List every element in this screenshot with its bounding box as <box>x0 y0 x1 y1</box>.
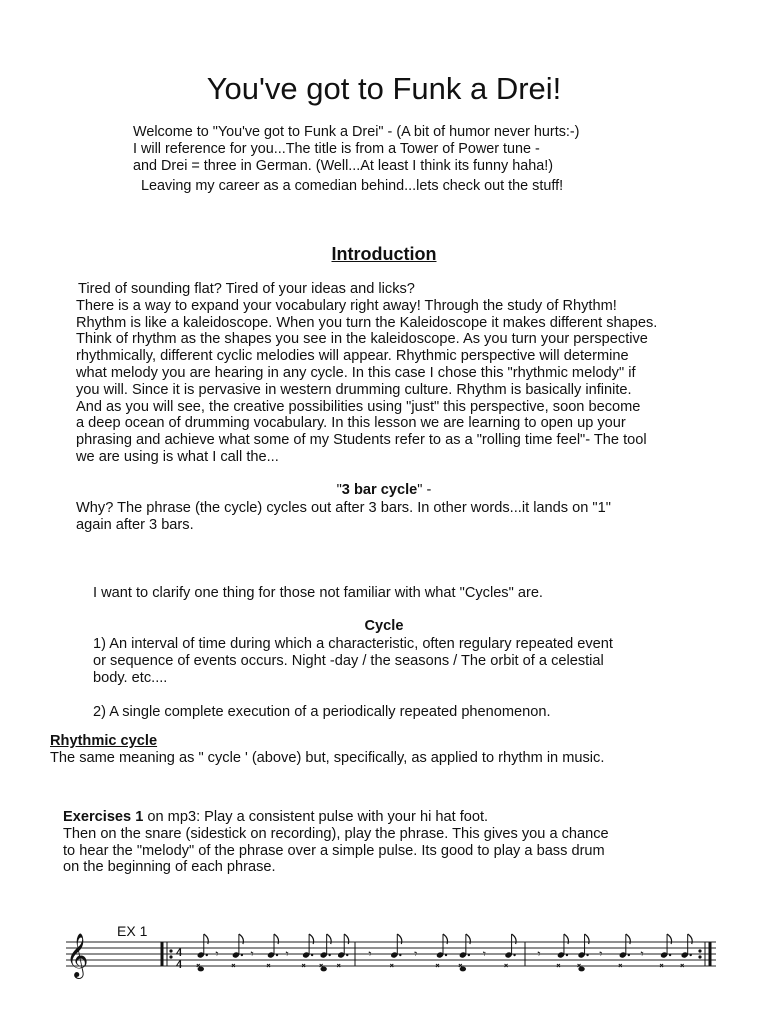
bar-cycle-suffix: " - <box>417 482 432 498</box>
definition-line: body. etc.... <box>93 669 168 686</box>
exercises-line: Then on the snare (sidestick on recording), play the phrase. This gives you a chance <box>63 825 609 842</box>
note-dot <box>669 954 671 956</box>
exercises-line-rest: on mp3: Play a consistent pulse with your hi hat foot. <box>143 809 489 825</box>
welcome-paragraph <box>133 124 673 195</box>
cycle-heading-text: Cycle <box>364 618 404 634</box>
intro-line: we are using is what I call the... <box>76 448 279 465</box>
rest-icon: 𝄾 <box>215 947 219 961</box>
bass-drum-note <box>460 967 466 972</box>
bar-cycle-heading <box>0 482 768 499</box>
rest-icon: 𝄾 <box>599 947 603 961</box>
example-label: EX 1 <box>117 923 148 939</box>
music-notation-staff <box>0 920 768 1016</box>
rest-icon: 𝄾 <box>285 947 289 961</box>
intro-line: Tired of sounding flat? Tired of your ideas and licks? <box>78 281 415 297</box>
bar-cycle-paragraph <box>76 500 611 534</box>
repeat-dot <box>169 955 172 958</box>
introduction-paragraph <box>76 281 736 466</box>
note-dot <box>399 954 401 956</box>
note-dot <box>513 954 515 956</box>
intro-line: And as you will see, the creative possibilities using "just" this perspective, soon become <box>76 398 641 415</box>
repeat-dot <box>169 949 172 952</box>
cycle-definition-1 <box>93 636 613 686</box>
intro-line: There is a way to expand your vocabulary right away! Through the study of Rhythm! <box>76 297 617 314</box>
bass-drum-note <box>578 967 584 972</box>
exercises-label: Exercises 1 <box>63 809 144 825</box>
rhythmic-cycle-text: The same meaning as " cycle ' (above) but, specifically, as applied to rhythm in music. <box>50 750 605 766</box>
bar-cycle-line: Why? The phrase (the cycle) cycles out after 3 bars. In other words...it lands on "1" <box>76 500 611 516</box>
rest-icon: 𝄾 <box>368 947 372 961</box>
note-dot <box>586 954 588 956</box>
exercises-line: to hear the "melody" of the phrase over a simple pulse. Its good to play a bass drum <box>63 842 605 859</box>
repeat-dot <box>698 949 701 952</box>
time-signature-top: 4 <box>176 947 183 959</box>
cycle-heading <box>0 618 768 635</box>
intro-line: rhythmically, different cyclic melodies will appear. Rhythmic perspective will determine <box>76 348 629 365</box>
welcome-line: I will reference for you...The title is from a Tower of Power tune - <box>133 141 540 157</box>
exercises-line: on the beginning of each phrase. <box>63 859 276 876</box>
cycle-definition-2: 2) A single complete execution of a periodically repeated phenomenon. <box>93 704 551 720</box>
intro-line: Rhythm is like a kaleidoscope. When you turn the Kaleidoscope it makes different shapes. <box>76 314 658 331</box>
note-dot <box>276 954 278 956</box>
welcome-line: Welcome to "You've got to Funk a Drei" - (A bit of humor never hurts:-) <box>133 124 580 140</box>
intro-line: a deep ocean of drumming vocabulary. In this lesson we are learning to open up your <box>76 415 626 432</box>
definition-line: 1) An interval of time during which a characteristic, often regulary repeated event <box>93 636 613 652</box>
exercises-paragraph <box>63 809 609 876</box>
rest-icon: 𝄾 <box>537 947 541 961</box>
repeat-dot <box>698 955 701 958</box>
note-dot <box>241 954 243 956</box>
note-dot <box>311 954 313 956</box>
rest-icon: 𝄾 <box>250 947 254 961</box>
exercises-first-line <box>63 809 609 826</box>
definition-line: or sequence of events occurs. Night -day / the seasons / The orbit of a celestial <box>93 652 604 669</box>
rest-icon: 𝄾 <box>640 947 644 961</box>
bass-drum-note <box>198 967 204 972</box>
introduction-heading: Introduction <box>331 244 437 264</box>
note-dot <box>566 954 568 956</box>
intro-line: what melody you are hearing in any cycle. In this case I chose this "rhythmic melody" if <box>76 364 636 381</box>
rest-icon: 𝄾 <box>414 947 418 961</box>
note-dot <box>689 954 691 956</box>
bass-drum-note <box>320 967 326 972</box>
intro-line: phrasing and achieve what some of my Students refer to as a "rolling time feel"- The tool <box>76 432 647 449</box>
note-dot <box>346 954 348 956</box>
rhythmic-cycle-heading: Rhythmic cycle <box>50 733 158 749</box>
welcome-line: Leaving my career as a comedian behind...lets check out the stuff! <box>141 178 564 194</box>
note-dot <box>328 954 330 956</box>
note-dot <box>468 954 470 956</box>
page-title: You've got to Funk a Drei! <box>206 71 562 106</box>
rest-icon: 𝄾 <box>482 947 486 961</box>
time-signature-bottom: 4 <box>176 959 183 971</box>
bar-cycle-line: again after 3 bars. <box>76 516 194 533</box>
intro-line: you will. Since it is pervasive in western drumming culture. Rhythm is basically infinite. <box>76 381 632 398</box>
bar-cycle-prefix: " <box>336 482 342 498</box>
bar-cycle-title: 3 bar cycle <box>341 482 418 498</box>
intro-line: Think of rhythm as the shapes you see in the kaleidoscope. As you turn your perspective <box>76 331 648 348</box>
note-dot <box>445 954 447 956</box>
treble-clef-icon: 𝄞 <box>66 933 89 977</box>
note-dot <box>206 954 208 956</box>
welcome-line: and Drei = three in German. (Well...At least I think its funny haha!) <box>133 158 554 174</box>
note-dot <box>628 954 630 956</box>
clarify-text: I want to clarify one thing for those not familiar with what "Cycles" are. <box>93 585 543 601</box>
